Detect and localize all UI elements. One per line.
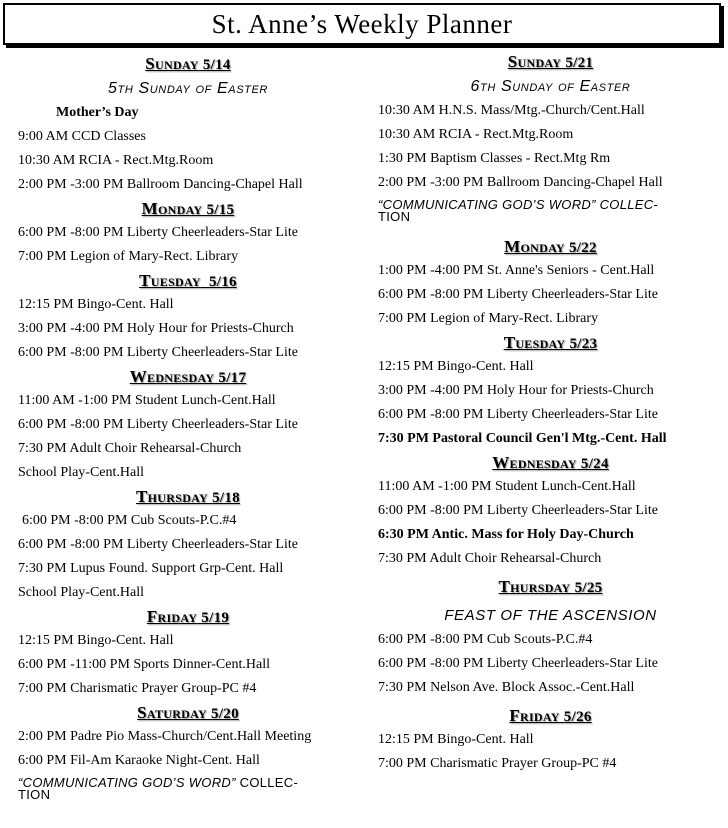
day-heading-thursday: Thursday 5/18 <box>136 487 240 506</box>
event-item: School Play-Cent.Hall <box>18 465 144 480</box>
event-item: 10:30 AM RCIA - Rect.Mtg.Room <box>18 153 214 168</box>
event-item: 12:15 PM Bingo-Cent. Hall <box>378 359 534 374</box>
event-item: 6:00 PM -8:00 PM Liberty Cheerleaders-Star Lite <box>378 287 658 302</box>
event-item: 10:30 AM RCIA - Rect.Mtg.Room <box>378 127 574 142</box>
event-item: 12:15 PM Bingo-Cent. Hall <box>18 633 174 648</box>
feast-label: 6th Sunday of Easter <box>470 78 631 95</box>
planner-title-box <box>3 3 721 45</box>
event-item-highlight: 7:30 PM Pastoral Council Gen'l Mtg.-Cent. Hall <box>378 431 667 446</box>
event-item: 1:30 PM Baptism Classes - Rect.Mtg Rm <box>378 151 611 166</box>
day-heading-saturday: Saturday 5/20 <box>137 703 239 722</box>
week-right-column <box>378 50 723 776</box>
event-item: 6:00 PM -8:00 PM Liberty Cheerleaders-Star Lite <box>18 417 298 432</box>
day-heading-friday: Friday 5/26 <box>509 706 592 725</box>
event-item: 11:00 AM -1:00 PM Student Lunch-Cent.Hall <box>378 479 636 494</box>
event-item: 6:00 PM -8:00 PM Liberty Cheerleaders-Star Lite <box>378 407 658 422</box>
event-item: 11:00 AM -1:00 PM Student Lunch-Cent.Hall <box>18 393 276 408</box>
event-item: 6:00 PM -8:00 PM Liberty Cheerleaders-Star Lite <box>378 503 658 518</box>
event-item: 7:00 PM Charismatic Prayer Group-PC #4 <box>18 681 257 696</box>
event-item-highlight: 6:30 PM Antic. Mass for Holy Day-Church <box>378 527 634 542</box>
event-item: 2:00 PM Padre Pio Mass-Church/Cent.Hall Meeting <box>18 729 312 744</box>
event-item: 9:00 AM CCD Classes <box>18 129 146 144</box>
event-item: 12:15 PM Bingo-Cent. Hall <box>378 732 534 747</box>
day-heading-tuesday: Tuesday 5/16 <box>139 271 237 290</box>
event-item: 2:00 PM -3:00 PM Ballroom Dancing-Chapel Hall <box>378 175 663 190</box>
event-item: 6:00 PM -8:00 PM Liberty Cheerleaders-Star Lite <box>18 345 298 360</box>
planner-title: St. Anne’s Weekly Planner <box>211 8 513 39</box>
event-item: 6:00 PM -8:00 PM Liberty Cheerleaders-Star Lite <box>18 225 298 240</box>
collection-note: “COMMUNICATING GOD’S WORD” COLLEC- TION <box>18 775 299 802</box>
event-item: 6:00 PM -11:00 PM Sports Dinner-Cent.Hall <box>18 657 270 672</box>
event-item: 2:00 PM -3:00 PM Ballroom Dancing-Chapel Hall <box>18 177 303 192</box>
day-heading-sunday: Sunday 5/14 <box>145 54 231 73</box>
event-item: 7:30 PM Adult Choir Rehearsal-Church <box>18 441 242 456</box>
event-item: 7:30 PM Lupus Found. Support Grp-Cent. Hall <box>18 561 284 576</box>
feast-label: FEAST OF THE ASCENSION <box>444 607 657 624</box>
week-left-column <box>18 52 358 807</box>
day-heading-monday: Monday 5/22 <box>504 237 597 256</box>
event-item: 7:30 PM Nelson Ave. Block Assoc.-Cent.Hall <box>378 680 635 695</box>
event-item: 7:30 PM Adult Choir Rehearsal-Church <box>378 551 602 566</box>
event-item: 7:00 PM Legion of Mary-Rect. Library <box>378 311 599 326</box>
day-heading-sunday: Sunday 5/21 <box>507 52 594 71</box>
day-heading-thursday: Thursday 5/25 <box>498 577 603 596</box>
collection-note: “COMMUNICATING GOD’S WORD” COLLEC- TION <box>378 197 659 224</box>
event-item: 6:00 PM Fil-Am Karaoke Night-Cent. Hall <box>18 753 260 768</box>
day-heading-wednesday: Wednesday 5/24 <box>492 453 609 472</box>
event-item: School Play-Cent.Hall <box>18 585 144 600</box>
event-item: 1:00 PM -4:00 PM St. Anne's Seniors - Cent.Hall <box>378 263 655 278</box>
event-note: Mother’s Day <box>56 105 139 120</box>
event-item: 6:00 PM -8:00 PM Liberty Cheerleaders-Star Lite <box>18 537 298 552</box>
feast-label: 5th Sunday of Easter <box>108 80 268 97</box>
event-item: 7:00 PM Charismatic Prayer Group-PC #4 <box>378 756 617 771</box>
day-heading-tuesday: Tuesday 5/23 <box>503 333 598 352</box>
day-heading-monday: Monday 5/15 <box>141 199 235 218</box>
event-item: 12:15 PM Bingo-Cent. Hall <box>18 297 174 312</box>
event-item: 10:30 AM H.N.S. Mass/Mtg.-Church/Cent.Hall <box>378 103 645 118</box>
event-item: 3:00 PM -4:00 PM Holy Hour for Priests-Church <box>378 383 654 398</box>
event-item: 7:00 PM Legion of Mary-Rect. Library <box>18 249 239 264</box>
day-heading-wednesday: Wednesday 5/17 <box>129 367 247 386</box>
event-item: 6:00 PM -8:00 PM Cub Scouts-P.C.#4 <box>378 632 593 647</box>
event-item: 3:00 PM -4:00 PM Holy Hour for Priests-Church <box>18 321 294 336</box>
day-heading-friday: Friday 5/19 <box>146 607 230 626</box>
event-item: 6:00 PM -8:00 PM Cub Scouts-P.C.#4 <box>22 513 237 528</box>
event-item: 6:00 PM -8:00 PM Liberty Cheerleaders-Star Lite <box>378 656 658 671</box>
